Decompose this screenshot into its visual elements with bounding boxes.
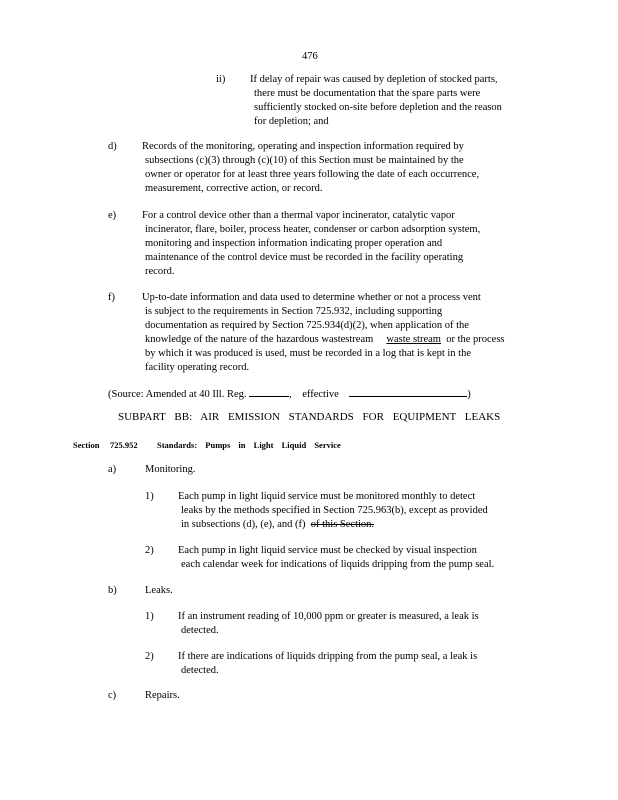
item-c-label: c) (108, 690, 117, 701)
item-b-1-label: 1) (145, 611, 154, 622)
item-f-line-3: documentation as required by Section 725.934(d)(2), when application of the (145, 320, 469, 331)
section-title: Standards: Pumps in Light Liquid Service (157, 440, 341, 450)
item-a-1-line-2: leaks by the methods specified in Section 725.963(b), except as provided (181, 505, 488, 516)
item-b-1-line-2: detected. (181, 625, 219, 636)
item-e-label: e) (108, 210, 117, 221)
source-reg-blank (249, 386, 289, 397)
item-d-line-4: measurement, corrective action, or record. (145, 183, 323, 194)
item-a-1-label: 1) (145, 491, 154, 502)
source-effective-blank (349, 386, 467, 397)
item-f-line-5: by which it was produced is used, must be recorded in a log that is kept in the (145, 348, 472, 359)
item-f-line-1: Up-to-date information and data used to determine whether or not a process vent (142, 292, 481, 303)
item-b-heading: Leaks. (145, 585, 173, 596)
page-number: 476 (302, 51, 318, 62)
source-comma: , (289, 389, 292, 400)
item-d-line-3: owner or operator for at least three years following the date of each occurrence, (145, 169, 480, 180)
source-close: ) (467, 389, 471, 400)
item-ii-line-2: there must be documentation that the spare parts were (254, 88, 481, 99)
source-note (108, 386, 471, 401)
item-ii-line-1: If delay of repair was caused by depletion of stocked parts, (250, 74, 498, 85)
item-e-line-1: For a control device other than a thermal vapor incinerator, catalytic vapor (142, 210, 455, 221)
item-d-label: d) (108, 141, 117, 152)
source-effective: effective (302, 389, 339, 400)
item-f-line-4-end: or the process (446, 334, 505, 345)
item-d-line-1: Records of the monitoring, operating and inspection information required by (142, 141, 464, 152)
item-e-line-5: record. (145, 266, 175, 277)
item-a-1-line-1: Each pump in light liquid service must be monitored monthly to detect (178, 491, 476, 502)
item-a-label: a) (108, 464, 117, 475)
item-a-1-line-3-text: in subsections (d), (e), and (f) (181, 519, 306, 530)
item-b-label: b) (108, 585, 117, 596)
item-a-heading: Monitoring. (145, 464, 196, 475)
item-c-heading: Repairs. (145, 690, 180, 701)
item-f-line-6: facility operating record. (145, 362, 250, 373)
item-a-2-line-1: Each pump in light liquid service must be checked by visual inspection (178, 545, 477, 556)
item-f-line-4-text: knowledge of the nature of the hazardous wastestream (145, 334, 374, 345)
item-f-line-2: is subject to the requirements in Section 725.932, including supporting (145, 306, 443, 317)
item-a-1-line-3 (181, 518, 374, 531)
item-f-added-text: waste stream (386, 334, 441, 345)
item-a-2-label: 2) (145, 545, 154, 556)
item-b-2-label: 2) (145, 651, 154, 662)
item-e-line-3: monitoring and inspection information indicating proper operation and (145, 238, 443, 249)
item-ii-line-4: for depletion; and (254, 116, 329, 127)
source-prefix: (Source: Amended at 40 Ill. Reg. (108, 389, 247, 400)
item-b-2-line-1: If there are indications of liquids dripping from the pump seal, a leak is (178, 651, 478, 662)
item-b-2-line-2: detected. (181, 665, 219, 676)
item-e-line-2: incinerator, flare, boiler, process heater, condenser or carbon adsorption system, (145, 224, 481, 235)
item-a-1-deleted-text: of this Section. (310, 519, 375, 530)
section-word: Section (73, 440, 100, 450)
subpart-heading: SUBPART BB: AIR EMISSION STANDARDS FOR EQUIPMENT LEAKS (118, 411, 501, 423)
item-d-line-2: subsections (c)(3) through (c)(10) of this Section must be maintained by the (145, 155, 464, 166)
item-f-label: f) (108, 292, 115, 303)
item-b-1-line-1: If an instrument reading of 10,000 ppm or greater is measured, a leak is (178, 611, 479, 622)
section-number: 725.952 (110, 440, 138, 450)
item-ii-line-3: sufficiently stocked on-site before depletion and the reason (254, 102, 502, 113)
item-a-2-line-2: each calendar week for indications of liquids dripping from the pump seal. (181, 559, 495, 570)
item-f-line-4 (145, 333, 505, 346)
item-ii-label: ii) (216, 74, 226, 85)
item-e-line-4: maintenance of the control device must be recorded in the facility operating (145, 252, 464, 263)
